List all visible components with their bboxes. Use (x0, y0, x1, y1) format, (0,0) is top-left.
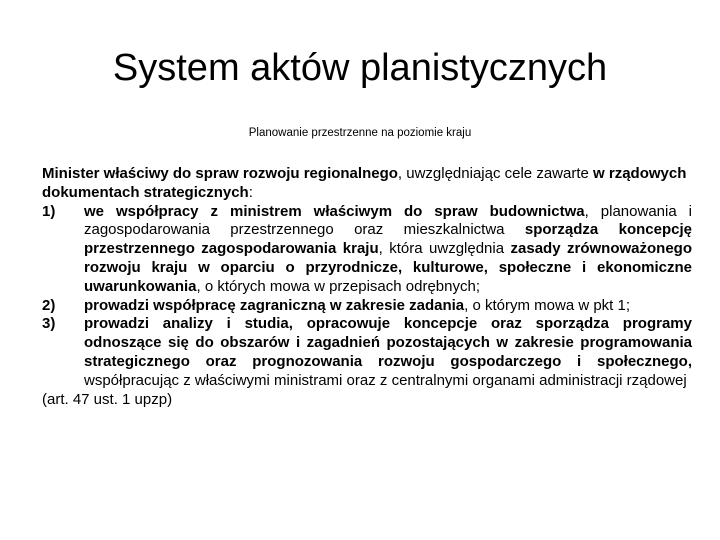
slide-subtitle: Planowanie przestrzenne na poziomie kraju (248, 127, 472, 139)
item3-cooperating-text: współpracując z właściwymi ministrami oraz z centralnymi organami administracji rządowej (84, 371, 687, 389)
item1-cooperation-text: we współpracy z ministrem właściwym do spraw budownictwa (84, 202, 585, 220)
item1-concept-text: sporządza koncepcję przestrzennego zagospodarowania kraju (84, 221, 692, 258)
list-number-3: 3) (42, 315, 56, 333)
intro-text: , uwzględniając cele zawarte (397, 165, 594, 182)
item1-which-text: , która uwzględnia (378, 240, 511, 258)
slide-title: System aktów planistycznych (112, 47, 608, 89)
list-item-3 (42, 315, 692, 390)
citation: (art. 47 ust. 1 upzp) (42, 390, 173, 408)
list-text-3 (84, 315, 692, 390)
intro-paragraph (42, 165, 692, 203)
item1-planning-text: , planowania i zagospodarowania przestrzennego oraz mieszkalnictwa (84, 202, 692, 239)
list-item-2 (42, 297, 692, 316)
item3-analyses-text: prowadzi analizy i studia, opracowuje koncepcje oraz sporządza programy odnoszące się do obszarów i zagadnień pozostających w zakresie programowania strategicznego oraz prognozowania rozwoju gospodarczego i społecznego, (84, 315, 692, 370)
item1-principles-text: zasady zrównoważonego rozwoju kraju w oparciu o przyrodnicze, kulturowe, społeczne i ekonomiczne uwarunkowania (84, 240, 693, 295)
list-number-2: 2) (42, 296, 56, 314)
list-text-2 (84, 297, 692, 316)
slide-body (42, 165, 692, 409)
list-text-1 (84, 203, 692, 297)
list-number-1: 1) (42, 202, 56, 220)
item2-reference-text: , o którym mowa w pkt 1; (464, 296, 631, 314)
list-item-1 (42, 203, 692, 297)
item2-foreign-cooperation-text: prowadzi współpracę zagraniczną w zakresie zadania (84, 296, 465, 314)
intro-colon: : (248, 183, 253, 201)
intro-minister-text: Minister właściwy do spraw rozwoju regionalnego (42, 165, 398, 182)
intro-documents-text: w rządowych dokumentach strategicznych (42, 165, 687, 201)
item1-regulations-text: , o których mowa w przepisach odrębnych; (196, 277, 480, 295)
